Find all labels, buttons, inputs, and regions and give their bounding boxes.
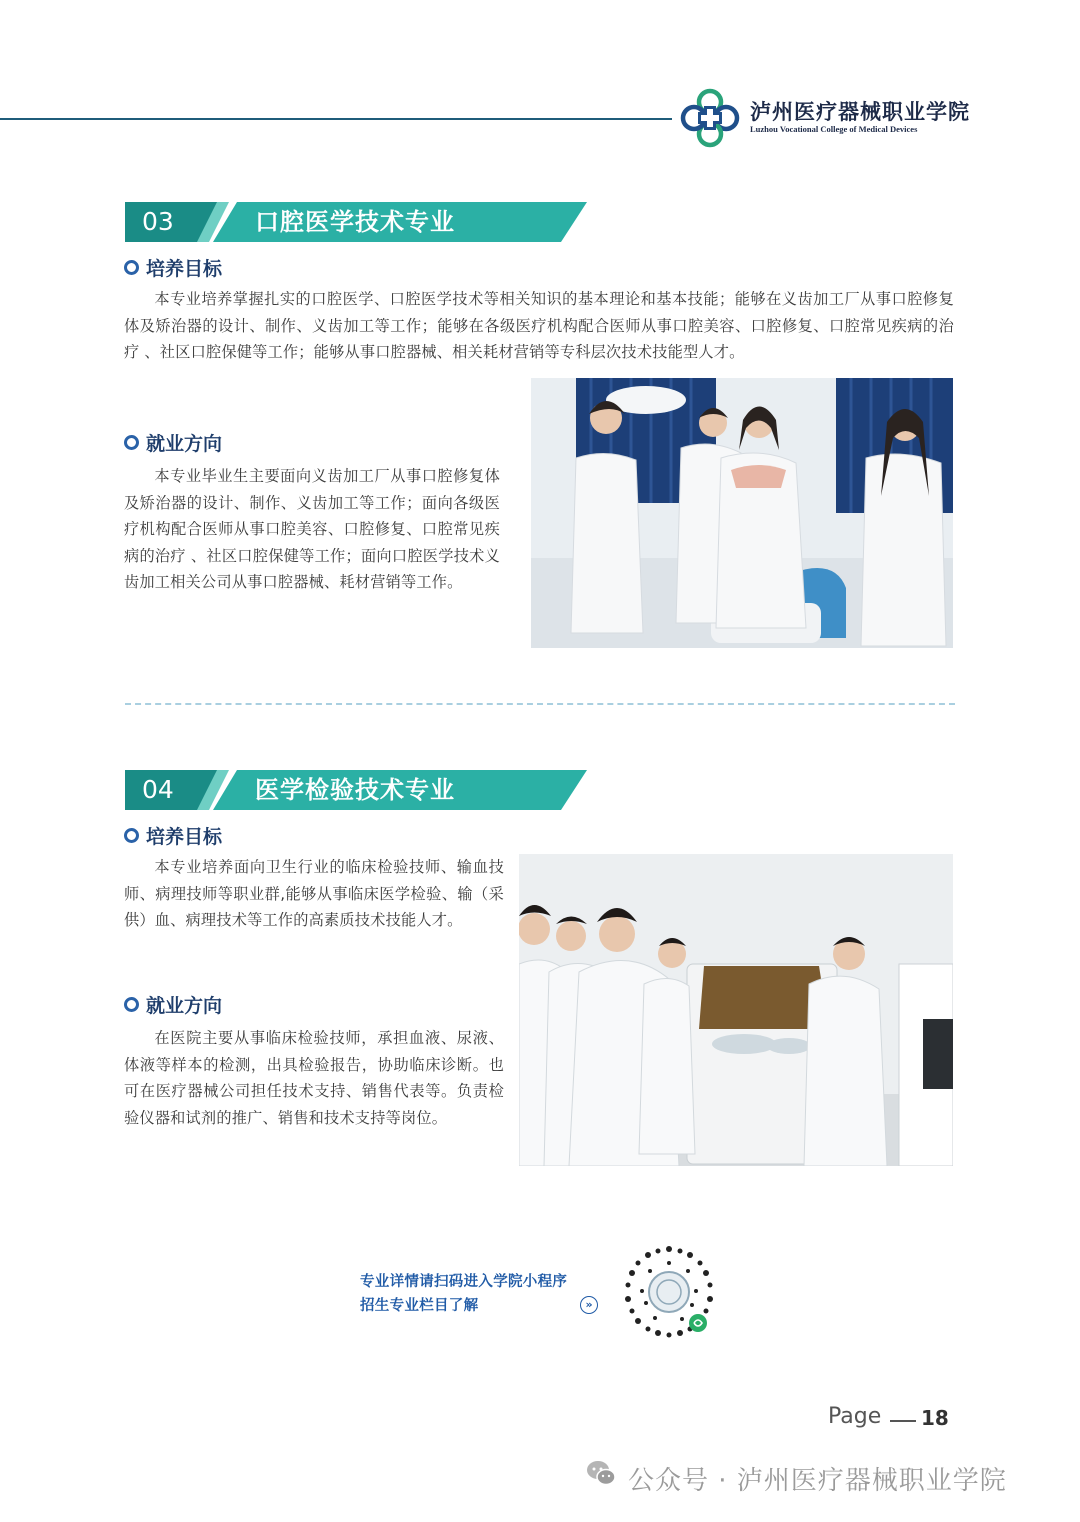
watermark-text: 公众号 · 泸州医疗器械职业学院 <box>628 1466 1007 1496</box>
section-number: 04 <box>142 775 174 804</box>
goal-heading: 培养目标 <box>124 257 222 281</box>
career-paragraph: 在医院主要从事临床检验技师，承担血液、尿液、体液等样本的检测，出具检验报告，协助临床诊断。也可在医疗器械公司担任技术支持、销售代表等。负责检验仪器和试剂的推广、销售和技术支持等岗位。 <box>124 1029 504 1127</box>
college-name-cn: 泸州医疗器械职业学院 <box>750 99 970 124</box>
section-title: 医学检验技术专业 <box>255 776 455 804</box>
section-title: 口腔医学技术专业 <box>255 208 455 236</box>
career-heading: 就业方向 <box>124 994 222 1018</box>
mini-program-code-icon[interactable] <box>620 1243 718 1341</box>
bullet-icon <box>124 260 139 275</box>
page-dash <box>890 1420 916 1422</box>
section-banner-04 <box>125 770 587 810</box>
qr-caption-line1: 专业详情请扫码进入学院小程序 <box>360 1274 568 1290</box>
career-heading: 就业方向 <box>124 432 222 456</box>
career-paragraph: 本专业毕业生主要面向义齿加工厂从事口腔修复体及矫治器的设计、制作、义齿加工等工作；面向各级医疗机构配合医师从事口腔美容、口腔修复、口腔常见疾病的治疗 、社区口腔保健等工作；面向口腔医学技术义齿加工相关公司从事口腔器械、耗材营销等工作。 <box>124 467 500 591</box>
page-number: 18 <box>921 1406 949 1430</box>
section-divider <box>125 703 955 705</box>
header-rule <box>0 118 672 120</box>
dental-training-photo <box>531 378 953 648</box>
bullet-icon <box>124 828 139 843</box>
double-chevron-right-icon: » <box>580 1296 598 1314</box>
college-logo-icon <box>678 86 742 150</box>
qr-caption-line2: 招生专业栏目了解 <box>360 1298 479 1314</box>
goal-heading: 培养目标 <box>124 825 222 849</box>
goal-paragraph: 本专业培养掌握扎实的口腔医学、口腔医学技术等相关知识的基本理论和基本技能；能够在义齿加工厂从事口腔修复体及矫治器的设计、制作、义齿加工等工作；能够在各级医疗机构配合医师从事口腔美容、口腔修复、口腔常见疾病的治疗 、社区口腔保健等工作；能够从事口腔器械、相关耗材营销等专科层次技术技能型人才。 <box>124 290 954 361</box>
college-name-en: Luzhou Vocational College of Medical Devices <box>750 124 918 134</box>
wechat-icon <box>585 1457 617 1489</box>
bullet-icon <box>124 435 139 450</box>
bullet-icon <box>124 997 139 1012</box>
goal-paragraph: 本专业培养面向卫生行业的临床检验技师、输血技师、病理技师等职业群,能够从事临床医学检验、输（采供）血、病理技术等工作的高素质技术技能人才。 <box>124 858 504 929</box>
lab-instrument-photo <box>519 854 953 1166</box>
page-label: Page <box>828 1404 882 1429</box>
section-number: 03 <box>142 207 174 236</box>
section-banner-03 <box>125 202 587 242</box>
